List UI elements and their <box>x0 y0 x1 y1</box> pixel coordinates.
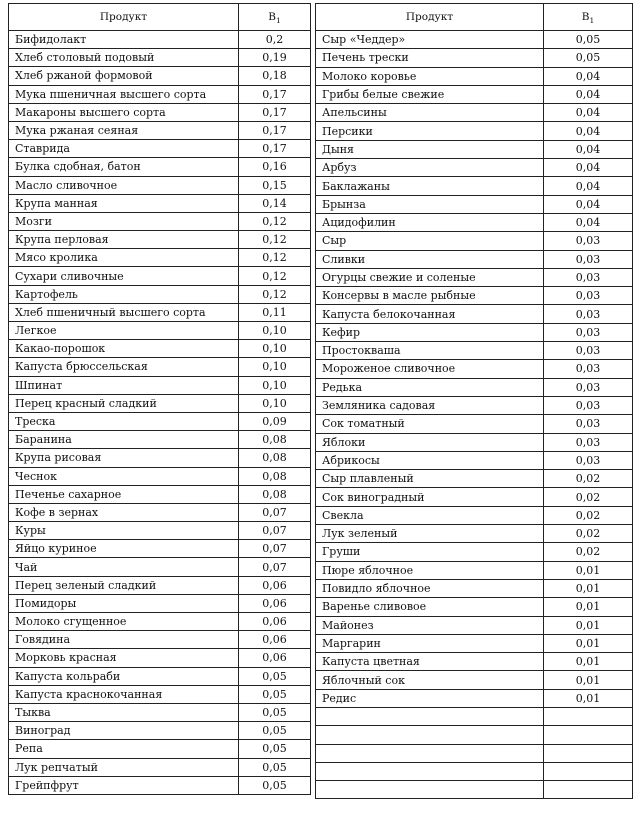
table-row <box>9 412 311 430</box>
product-name-cell: Груши <box>316 543 544 561</box>
product-name-cell: Капуста брюссельская <box>9 358 239 376</box>
product-name-cell <box>316 781 544 799</box>
table-row <box>316 85 633 103</box>
product-name-cell: Баранина <box>9 431 239 449</box>
b1-value-cell: 0,03 <box>544 250 633 268</box>
table-row <box>9 431 311 449</box>
b1-value-cell: 0,04 <box>544 67 633 85</box>
b1-value-cell: 0,09 <box>239 412 311 430</box>
table-row <box>9 85 311 103</box>
b1-value-cell: 0,05 <box>544 31 633 49</box>
right-table <box>315 3 633 799</box>
table-row <box>9 249 311 267</box>
table-row <box>316 762 633 780</box>
right-table-body <box>316 31 633 799</box>
product-name-cell <box>316 707 544 725</box>
b1-value-cell: 0,12 <box>239 267 311 285</box>
table-row <box>316 726 633 744</box>
table-row <box>316 488 633 506</box>
table-row <box>316 378 633 396</box>
product-name-cell: Мясо кролика <box>9 249 239 267</box>
product-name-cell: Молоко коровье <box>316 67 544 85</box>
b1-value-cell: 0,02 <box>544 525 633 543</box>
table-row <box>9 449 311 467</box>
table-row <box>316 195 633 213</box>
product-name-cell: Лук зеленый <box>316 525 544 543</box>
table-row <box>316 616 633 634</box>
table-row <box>9 722 311 740</box>
table-row <box>9 31 311 49</box>
product-name-cell: Огурцы свежие и соленые <box>316 268 544 286</box>
b1-value-cell: 0,08 <box>239 485 311 503</box>
product-name-cell: Свекла <box>316 506 544 524</box>
table-row <box>9 576 311 594</box>
product-column-header: Продукт <box>316 4 544 31</box>
table-row <box>316 543 633 561</box>
product-name-cell: Кофе в зернах <box>9 503 239 521</box>
b1-header-subscript: 1 <box>275 15 281 25</box>
product-name-cell: Грейпфрут <box>9 776 239 794</box>
b1-value-cell: 0,04 <box>544 122 633 140</box>
table-row <box>316 305 633 323</box>
table-row <box>316 634 633 652</box>
b1-value-cell: 0,03 <box>544 342 633 360</box>
table-row <box>9 140 311 158</box>
product-name-cell: Сыр «Чеддер» <box>316 31 544 49</box>
product-name-cell: Масло сливочное <box>9 176 239 194</box>
table-row <box>9 176 311 194</box>
b1-value-cell: 0,12 <box>239 249 311 267</box>
product-name-cell: Консервы в масле рыбные <box>316 287 544 305</box>
table-row <box>9 485 311 503</box>
b1-value-cell: 0,06 <box>239 576 311 594</box>
table-row <box>316 360 633 378</box>
b1-value-cell: 0,03 <box>544 415 633 433</box>
table-row <box>9 358 311 376</box>
table-row <box>316 342 633 360</box>
table-row <box>9 503 311 521</box>
left-table <box>8 3 311 795</box>
product-name-cell: Говядина <box>9 631 239 649</box>
table-row <box>316 177 633 195</box>
product-name-cell: Дыня <box>316 140 544 158</box>
table-row <box>9 285 311 303</box>
table-row <box>9 121 311 139</box>
b1-value-cell: 0,03 <box>544 396 633 414</box>
b1-value-cell: 0,05 <box>544 49 633 67</box>
product-name-cell: Морковь красная <box>9 649 239 667</box>
b1-value-cell: 0,14 <box>239 194 311 212</box>
product-name-cell: Капуста цветная <box>316 653 544 671</box>
product-name-cell: Лук репчатый <box>9 758 239 776</box>
table-row <box>316 415 633 433</box>
b1-value-cell: 0,07 <box>239 522 311 540</box>
table-row <box>316 287 633 305</box>
table-row <box>316 268 633 286</box>
table-row <box>316 31 633 49</box>
product-name-cell: Крупа рисовая <box>9 449 239 467</box>
table-row <box>9 758 311 776</box>
table-row <box>316 232 633 250</box>
table-row <box>9 667 311 685</box>
table-row <box>9 631 311 649</box>
b1-value-cell: 0,10 <box>239 358 311 376</box>
table-row <box>316 140 633 158</box>
product-name-cell: Помидоры <box>9 594 239 612</box>
product-name-cell: Мука пшеничная высшего сорта <box>9 85 239 103</box>
product-name-cell: Грибы белые свежие <box>316 85 544 103</box>
b1-value-cell: 0,01 <box>544 579 633 597</box>
product-name-cell: Яйцо куриное <box>9 540 239 558</box>
b1-value-cell: 0,07 <box>239 503 311 521</box>
product-name-cell: Виноград <box>9 722 239 740</box>
b1-value-cell: 0,02 <box>544 506 633 524</box>
table-header-row <box>316 4 633 31</box>
table-row <box>316 707 633 725</box>
b1-value-cell: 0,10 <box>239 376 311 394</box>
product-name-cell: Какао-порошок <box>9 340 239 358</box>
table-row <box>316 506 633 524</box>
b1-value-cell: 0,04 <box>544 177 633 195</box>
table-row <box>9 703 311 721</box>
b1-value-cell: 0,02 <box>544 470 633 488</box>
table-row <box>9 594 311 612</box>
product-name-cell: Сок виноградный <box>316 488 544 506</box>
b1-value-cell: 0,12 <box>239 231 311 249</box>
table-row <box>316 451 633 469</box>
b1-value-cell <box>544 744 633 762</box>
product-name-cell: Чай <box>9 558 239 576</box>
product-name-cell: Сыр плавленый <box>316 470 544 488</box>
product-name-cell: Ацидофилин <box>316 213 544 231</box>
product-name-cell: Мука ржаная сеяная <box>9 121 239 139</box>
product-name-cell: Сок томатный <box>316 415 544 433</box>
product-name-cell: Повидло яблочное <box>316 579 544 597</box>
b1-value-cell: 0,02 <box>544 543 633 561</box>
product-name-cell: Треска <box>9 412 239 430</box>
product-name-cell: Яблоки <box>316 433 544 451</box>
product-name-cell <box>316 726 544 744</box>
table-row <box>316 598 633 616</box>
product-name-cell: Сыр <box>316 232 544 250</box>
b1-value-cell: 0,08 <box>239 449 311 467</box>
product-column-header: Продукт <box>9 4 239 31</box>
table-row <box>316 396 633 414</box>
b1-value-cell: 0,17 <box>239 140 311 158</box>
b1-value-cell: 0,11 <box>239 303 311 321</box>
b1-value-cell: 0,05 <box>239 758 311 776</box>
b1-value-cell: 0,03 <box>544 451 633 469</box>
b1-value-cell: 0,10 <box>239 322 311 340</box>
product-name-cell: Капуста белокочанная <box>316 305 544 323</box>
product-name-cell: Печенье сахарное <box>9 485 239 503</box>
table-row <box>316 561 633 579</box>
b1-value-cell: 0,17 <box>239 85 311 103</box>
table-row <box>316 579 633 597</box>
b1-value-cell: 0,12 <box>239 285 311 303</box>
b1-header-base: B <box>581 10 590 23</box>
table-row <box>316 159 633 177</box>
b1-value-cell: 0,04 <box>544 85 633 103</box>
b1-value-cell: 0,06 <box>239 613 311 631</box>
product-name-cell: Маргарин <box>316 634 544 652</box>
b1-value-cell: 0,04 <box>544 140 633 158</box>
table-row <box>316 250 633 268</box>
left-table-body <box>9 31 311 795</box>
b1-value-cell: 0,16 <box>239 158 311 176</box>
product-name-cell: Чеснок <box>9 467 239 485</box>
product-name-cell: Апельсины <box>316 104 544 122</box>
table-row <box>9 740 311 758</box>
b1-value-cell: 0,01 <box>544 689 633 707</box>
table-row <box>9 303 311 321</box>
b1-value-cell: 0,01 <box>544 598 633 616</box>
product-name-cell: Пюре яблочное <box>316 561 544 579</box>
table-row <box>9 522 311 540</box>
product-name-cell: Мороженое сливочное <box>316 360 544 378</box>
table-row <box>9 49 311 67</box>
product-name-cell: Крупа манная <box>9 194 239 212</box>
table-row <box>9 231 311 249</box>
product-name-cell: Земляника садовая <box>316 396 544 414</box>
b1-value-cell <box>544 781 633 799</box>
b1-value-cell: 0,04 <box>544 195 633 213</box>
table-row <box>9 685 311 703</box>
b1-value-cell: 0,19 <box>239 49 311 67</box>
table-row <box>316 433 633 451</box>
product-name-cell: Капуста кольраби <box>9 667 239 685</box>
table-row <box>9 649 311 667</box>
b1-value-cell: 0,03 <box>544 378 633 396</box>
product-name-cell: Редис <box>316 689 544 707</box>
product-name-cell: Персики <box>316 122 544 140</box>
product-name-cell <box>316 744 544 762</box>
product-name-cell: Кефир <box>316 323 544 341</box>
b1-value-cell: 0,10 <box>239 394 311 412</box>
b1-value-cell <box>544 707 633 725</box>
b1-header-subscript: 1 <box>589 15 595 25</box>
product-name-cell: Варенье сливовое <box>316 598 544 616</box>
b1-value-cell: 0,05 <box>239 776 311 794</box>
product-name-cell: Куры <box>9 522 239 540</box>
b1-value-cell: 0,01 <box>544 653 633 671</box>
product-name-cell: Перец зеленый сладкий <box>9 576 239 594</box>
table-row <box>9 322 311 340</box>
b1-header-base: B <box>268 10 276 23</box>
table-row <box>9 540 311 558</box>
product-name-cell: Хлеб столовый подовый <box>9 49 239 67</box>
table-row <box>9 194 311 212</box>
table-row <box>9 394 311 412</box>
table-row <box>9 267 311 285</box>
table-row <box>316 470 633 488</box>
b1-value-cell <box>544 726 633 744</box>
table-row <box>316 49 633 67</box>
b1-value-cell: 0,17 <box>239 121 311 139</box>
b1-value-cell: 0,03 <box>544 268 633 286</box>
table-row <box>316 104 633 122</box>
product-name-cell: Картофель <box>9 285 239 303</box>
product-name-cell: Легкое <box>9 322 239 340</box>
product-name-cell: Печень трески <box>316 49 544 67</box>
table-row <box>316 689 633 707</box>
table-row <box>9 613 311 631</box>
table-row <box>9 212 311 230</box>
table-row <box>9 340 311 358</box>
b1-value-cell: 0,05 <box>239 685 311 703</box>
table-row <box>316 781 633 799</box>
b1-value-cell: 0,01 <box>544 616 633 634</box>
table-row <box>316 213 633 231</box>
product-name-cell: Майонез <box>316 616 544 634</box>
product-name-cell: Баклажаны <box>316 177 544 195</box>
table-row <box>9 776 311 794</box>
product-name-cell: Яблочный сок <box>316 671 544 689</box>
b1-value-cell: 0,06 <box>239 631 311 649</box>
product-name-cell: Макароны высшего сорта <box>9 103 239 121</box>
b1-value-cell: 0,04 <box>544 104 633 122</box>
b1-value-cell: 0,03 <box>544 360 633 378</box>
b1-value-cell: 0,03 <box>544 232 633 250</box>
table-row <box>9 103 311 121</box>
b1-value-cell: 0,04 <box>544 159 633 177</box>
b1-value-cell: 0,17 <box>239 103 311 121</box>
table-row <box>316 671 633 689</box>
b1-value-cell: 0,07 <box>239 540 311 558</box>
product-name-cell: Абрикосы <box>316 451 544 469</box>
table-row <box>9 158 311 176</box>
product-name-cell <box>316 762 544 780</box>
b1-value-cell: 0,12 <box>239 212 311 230</box>
b1-value-cell: 0,01 <box>544 671 633 689</box>
table-row <box>316 67 633 85</box>
b1-value-cell: 0,03 <box>544 305 633 323</box>
table-row <box>9 558 311 576</box>
b1-value-cell: 0,05 <box>239 740 311 758</box>
b1-value-cell: 0,05 <box>239 703 311 721</box>
b1-value-cell: 0,01 <box>544 561 633 579</box>
b1-value-cell: 0,01 <box>544 634 633 652</box>
product-name-cell: Перец красный сладкий <box>9 394 239 412</box>
b1-value-cell: 0,2 <box>239 31 311 49</box>
b1-value-cell: 0,18 <box>239 67 311 85</box>
product-name-cell: Простокваша <box>316 342 544 360</box>
product-name-cell: Ставрида <box>9 140 239 158</box>
table-header-row <box>9 4 311 31</box>
table-row <box>9 467 311 485</box>
product-name-cell: Репа <box>9 740 239 758</box>
product-name-cell: Крупа перловая <box>9 231 239 249</box>
product-name-cell: Мозги <box>9 212 239 230</box>
product-name-cell: Тыква <box>9 703 239 721</box>
b1-value-cell: 0,03 <box>544 433 633 451</box>
table-row <box>316 653 633 671</box>
table-row <box>9 67 311 85</box>
table-row <box>316 525 633 543</box>
b1-value-cell: 0,05 <box>239 667 311 685</box>
product-name-cell: Булка сдобная, батон <box>9 158 239 176</box>
b1-value-cell: 0,06 <box>239 594 311 612</box>
table-row <box>9 376 311 394</box>
b1-value-cell: 0,03 <box>544 323 633 341</box>
product-name-cell: Сухари сливочные <box>9 267 239 285</box>
b1-column-header <box>239 4 311 31</box>
product-name-cell: Капуста краснокочанная <box>9 685 239 703</box>
b1-value-cell: 0,07 <box>239 558 311 576</box>
b1-column-header <box>544 4 633 31</box>
table-row <box>316 744 633 762</box>
b1-value-cell: 0,02 <box>544 488 633 506</box>
table-row <box>316 323 633 341</box>
product-name-cell: Редька <box>316 378 544 396</box>
product-name-cell: Шпинат <box>9 376 239 394</box>
b1-value-cell: 0,06 <box>239 649 311 667</box>
b1-value-cell: 0,10 <box>239 340 311 358</box>
product-name-cell: Молоко сгущенное <box>9 613 239 631</box>
b1-value-cell: 0,05 <box>239 722 311 740</box>
b1-value-cell: 0,08 <box>239 431 311 449</box>
product-name-cell: Хлеб пшеничный высшего сорта <box>9 303 239 321</box>
b1-value-cell: 0,03 <box>544 287 633 305</box>
product-name-cell: Арбуз <box>316 159 544 177</box>
b1-value-cell <box>544 762 633 780</box>
product-name-cell: Брынза <box>316 195 544 213</box>
product-name-cell: Сливки <box>316 250 544 268</box>
table-row <box>316 122 633 140</box>
b1-value-cell: 0,08 <box>239 467 311 485</box>
b1-value-cell: 0,15 <box>239 176 311 194</box>
b1-value-cell: 0,04 <box>544 213 633 231</box>
product-name-cell: Хлеб ржаной формовой <box>9 67 239 85</box>
product-name-cell: Бифидолакт <box>9 31 239 49</box>
